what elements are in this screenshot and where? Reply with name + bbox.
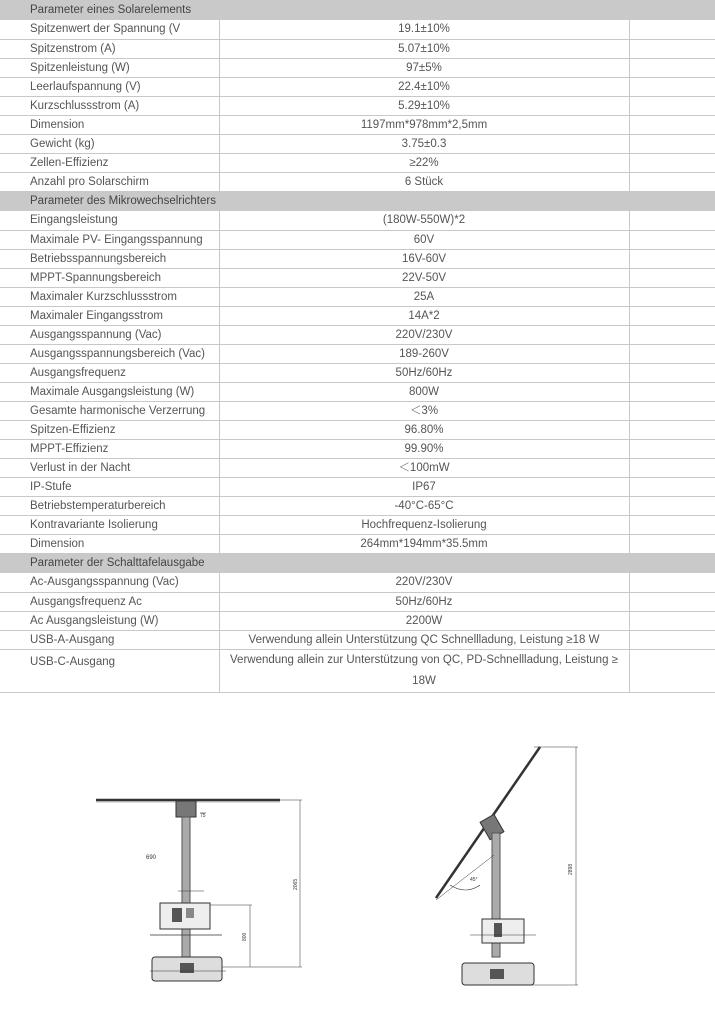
spec-label: Dimension <box>0 534 219 553</box>
section-title: Parameter der Schalttafelausgabe <box>0 553 715 573</box>
spec-extra-cell <box>629 115 715 134</box>
spec-extra-cell <box>629 592 715 611</box>
spec-row <box>0 363 715 382</box>
spec-value: 60V <box>219 230 629 249</box>
spec-label: Betriebstemperaturbereich <box>0 496 219 515</box>
spec-extra-cell <box>629 439 715 458</box>
spec-value: ＜100mW <box>219 458 629 477</box>
spec-row <box>0 458 715 477</box>
spec-row <box>0 39 715 58</box>
spec-extra-cell <box>629 268 715 287</box>
spec-row <box>0 496 715 515</box>
spec-value: 25A <box>219 287 629 306</box>
spec-value: 99.90% <box>219 439 629 458</box>
spec-value: ≥22% <box>219 153 629 172</box>
spec-value: IP67 <box>219 477 629 496</box>
spec-value: 16V-60V <box>219 249 629 268</box>
spec-extra-cell <box>629 420 715 439</box>
spec-extra-cell <box>629 249 715 268</box>
spec-extra-cell <box>629 230 715 249</box>
spec-value: 220V/230V <box>219 573 629 592</box>
spec-label: Zellen-Effizienz <box>0 153 219 172</box>
spec-extra-cell <box>629 496 715 515</box>
spec-extra-cell <box>629 134 715 153</box>
spec-value: 96.80% <box>219 420 629 439</box>
spec-extra-cell <box>629 96 715 115</box>
spec-label: Kontravariante Isolierung <box>0 515 219 534</box>
spec-value: 19.1±10% <box>219 20 629 39</box>
spec-value: 14A*2 <box>219 306 629 325</box>
spec-label: Dimension <box>0 115 219 134</box>
spec-label: IP-Stufe <box>0 477 219 496</box>
spec-label: MPPT-Spannungsbereich <box>0 268 219 287</box>
spec-label: Spitzenleistung (W) <box>0 58 219 77</box>
front-control-box <box>160 903 210 929</box>
spec-row <box>0 230 715 249</box>
spec-row <box>0 401 715 420</box>
spec-value: 50Hz/60Hz <box>219 592 629 611</box>
spec-row <box>0 344 715 363</box>
spec-value: 220V/230V <box>219 325 629 344</box>
spec-value: 800W <box>219 382 629 401</box>
spec-row <box>0 477 715 496</box>
spec-extra-cell <box>629 172 715 191</box>
side-control-box <box>482 919 524 943</box>
spec-label: Ac-Ausgangsspannung (Vac) <box>0 573 219 592</box>
spec-value: 3.75±0.3 <box>219 134 629 153</box>
spec-label: Leerlaufspannung (V) <box>0 77 219 96</box>
side-dim-angle: 45° <box>470 877 478 883</box>
spec-row <box>0 287 715 306</box>
spec-value: (180W-550W)*2 <box>219 211 629 230</box>
spec-extra-cell <box>629 363 715 382</box>
section-header <box>0 0 715 20</box>
spec-label: Maximale Ausgangsleistung (W) <box>0 382 219 401</box>
side-dim-total: 2898 <box>568 863 574 875</box>
spec-extra-cell <box>629 573 715 592</box>
spec-value: 5.07±10% <box>219 39 629 58</box>
spec-extra-cell <box>629 458 715 477</box>
spec-extra-cell <box>629 20 715 39</box>
technical-drawings <box>0 735 715 1023</box>
spec-extra-cell <box>629 382 715 401</box>
spec-row <box>0 325 715 344</box>
spec-value: 97±5% <box>219 58 629 77</box>
spec-row <box>0 382 715 401</box>
spec-extra-cell <box>629 211 715 230</box>
spec-extra-cell <box>629 401 715 420</box>
spec-extra-cell <box>629 39 715 58</box>
spec-extra-cell <box>629 153 715 172</box>
front-dim-panel: 690 <box>146 855 157 861</box>
spec-label: Ausgangsfrequenz <box>0 363 219 382</box>
section-title: Parameter des Mikrowechselrichters <box>0 191 715 211</box>
spec-extra-cell <box>629 534 715 553</box>
spec-row <box>0 134 715 153</box>
spec-extra-cell <box>629 611 715 630</box>
spec-value: 6 Stück <box>219 172 629 191</box>
spec-extra-cell <box>629 325 715 344</box>
side-view-drawing <box>436 747 578 985</box>
spec-label: Maximaler Kurzschlussstrom <box>0 287 219 306</box>
section-header <box>0 191 715 211</box>
spec-label: Ausgangsspannung (Vac) <box>0 325 219 344</box>
spec-label: Maximaler Eingangsstrom <box>0 306 219 325</box>
spec-row <box>0 573 715 592</box>
spec-extra-cell <box>629 77 715 96</box>
front-dim-bracket: 75 <box>200 813 206 819</box>
spec-value: 50Hz/60Hz <box>219 363 629 382</box>
spec-extra-cell <box>629 649 715 692</box>
spec-value: 1197mm*978mm*2,5mm <box>219 115 629 134</box>
spec-row <box>0 115 715 134</box>
spec-extra-cell <box>629 477 715 496</box>
spec-row <box>0 420 715 439</box>
spec-value: Verwendung allein zur Unterstützung von QC, PD-Schnellladung, Leistung ≥ 18W <box>219 649 629 692</box>
front-bracket <box>176 801 196 817</box>
spec-value: ＜3% <box>219 401 629 420</box>
spec-label: Anzahl pro Solarschirm <box>0 172 219 191</box>
spec-row <box>0 20 715 39</box>
spec-label: Ausgangsspannungsbereich (Vac) <box>0 344 219 363</box>
spec-label: Ausgangsfrequenz Ac <box>0 592 219 611</box>
spec-value: 5.29±10% <box>219 96 629 115</box>
spec-label: Eingangsleistung <box>0 211 219 230</box>
front-dim-base: 800 <box>242 932 248 941</box>
spec-row <box>0 268 715 287</box>
spec-row <box>0 515 715 534</box>
spec-label: Spitzenstrom (A) <box>0 39 219 58</box>
spec-label: USB-A-Ausgang <box>0 630 219 649</box>
spec-label: Betriebsspannungsbereich <box>0 249 219 268</box>
spec-label: Spitzen-Effizienz <box>0 420 219 439</box>
spec-row <box>0 534 715 553</box>
front-view-drawing <box>96 800 302 981</box>
spec-row <box>0 630 715 649</box>
section-title: Parameter eines Solarelements <box>0 0 715 20</box>
spec-value: -40°C-65°C <box>219 496 629 515</box>
spec-row <box>0 439 715 458</box>
front-pole <box>182 817 190 957</box>
spec-row <box>0 649 715 692</box>
spec-value: 22V-50V <box>219 268 629 287</box>
spec-row <box>0 77 715 96</box>
section-header <box>0 553 715 573</box>
spec-row <box>0 96 715 115</box>
spec-value: Verwendung allein Unterstützung QC Schnellladung, Leistung ≥18 W <box>219 630 629 649</box>
spec-value: 2200W <box>219 611 629 630</box>
spec-extra-cell <box>629 58 715 77</box>
spec-extra-cell <box>629 306 715 325</box>
spec-extra-cell <box>629 515 715 534</box>
spec-row <box>0 211 715 230</box>
spec-label: Gewicht (kg) <box>0 134 219 153</box>
front-dim-total: 2065 <box>293 878 299 890</box>
spec-label: USB-C-Ausgang <box>0 649 219 692</box>
spec-row <box>0 306 715 325</box>
spec-label: Ac Ausgangsleistung (W) <box>0 611 219 630</box>
spec-extra-cell <box>629 630 715 649</box>
spec-label: MPPT-Effizienz <box>0 439 219 458</box>
spec-row <box>0 172 715 191</box>
spec-extra-cell <box>629 287 715 306</box>
spec-label: Kurzschlussstrom (A) <box>0 96 219 115</box>
spec-row <box>0 249 715 268</box>
spec-value: Hochfrequenz-Isolierung <box>219 515 629 534</box>
spec-label: Maximale PV- Eingangsspannung <box>0 230 219 249</box>
spec-label: Verlust in der Nacht <box>0 458 219 477</box>
spec-value: 189-260V <box>219 344 629 363</box>
spec-row <box>0 611 715 630</box>
spec-row <box>0 58 715 77</box>
spec-extra-cell <box>629 344 715 363</box>
spec-value: 22.4±10% <box>219 77 629 96</box>
spec-label: Spitzenwert der Spannung (V <box>0 20 219 39</box>
spec-row <box>0 592 715 611</box>
spec-row <box>0 153 715 172</box>
spec-value: 264mm*194mm*35.5mm <box>219 534 629 553</box>
spec-label: Gesamte harmonische Verzerrung <box>0 401 219 420</box>
